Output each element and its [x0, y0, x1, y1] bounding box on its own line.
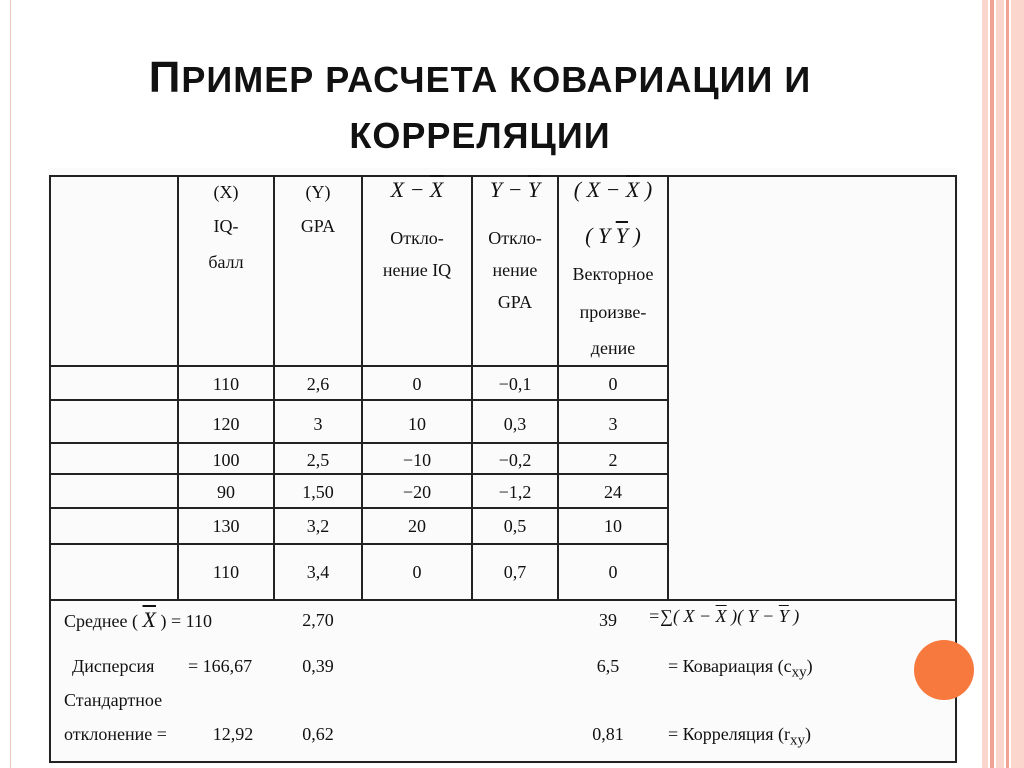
- table-row-3-dy: −0,2: [498, 450, 532, 470]
- table-row-4-y: 1,50: [302, 482, 334, 502]
- table-row-1-x: 110: [212, 374, 240, 394]
- sd-label-2: отклонение =: [64, 724, 167, 744]
- dx-label-1: Откло-: [390, 228, 444, 248]
- covariance-value: 6,5: [596, 656, 620, 676]
- table-row-5-y: 3,2: [306, 516, 330, 536]
- slide-title: ПРИМЕР РАСЧЕТА КОВАРИАЦИИ И КОРРЕЛЯЦИИ: [148, 53, 812, 156]
- dy-formula: $Y - \overline{Y}$: [489, 177, 541, 202]
- sd-label-1: Стандартное: [64, 690, 163, 710]
- table-row-5-prod: 10: [604, 516, 622, 536]
- table-row-3-x: 100: [212, 450, 240, 470]
- x-col-code: (X): [213, 182, 239, 202]
- table-row-6-y: 3,4: [306, 562, 330, 582]
- dx-label-2: нение IQ: [382, 260, 452, 280]
- sd-y: 0,62: [302, 724, 334, 744]
- sum-value: 39: [599, 610, 617, 630]
- table-row-5-dx: 20: [408, 516, 426, 536]
- sum-formula: =∑( $X - \overline{X}$ )( $Y - \overline{Y}$ ): [648, 606, 800, 626]
- table-row-3-prod: 2: [608, 450, 618, 470]
- dy-label-2: нение: [492, 260, 538, 280]
- prod-label-3: дение: [590, 338, 636, 358]
- variance-label: Дисперсия: [72, 656, 155, 676]
- variance-y: 0,39: [302, 656, 334, 676]
- dx-formula: $X - \overline{X}$: [390, 177, 444, 202]
- scanned-table-image: [48, 168, 958, 764]
- table-row-2-dy: 0,3: [503, 414, 527, 434]
- table-row-6-dy: 0,7: [503, 562, 527, 582]
- dy-label-3: GPA: [497, 292, 533, 312]
- table-row-6-dx: 0: [412, 562, 422, 582]
- x-col-name-2: балл: [208, 252, 244, 272]
- table-row-1-dy: −0,1: [498, 374, 532, 394]
- table-row-3-dx: −10: [402, 450, 432, 470]
- table-row-6-prod: 0: [608, 562, 618, 582]
- correlation-label: = Корреляция $(r_{xy})$: [668, 724, 812, 749]
- table-row-4-dx: −20: [402, 482, 432, 502]
- table-row-1-prod: 0: [608, 374, 618, 394]
- table-row-5-dy: 0,5: [503, 516, 527, 536]
- dy-label-1: Откло-: [488, 228, 542, 248]
- prod-formula-2: ( Y $\overline{Y}$ ): [585, 223, 641, 248]
- table-row-1-y: 2,6: [306, 374, 330, 394]
- y-col-name: GPA: [300, 216, 336, 236]
- table-row-4-x: 90: [217, 482, 235, 502]
- sd-x: 12,92: [212, 724, 254, 744]
- table-row-6-x: 110: [212, 562, 240, 582]
- mean-row: Среднее ( $\overline{X}$ ) = 110: [64, 607, 212, 632]
- mean-y: 2,70: [302, 610, 334, 630]
- table-row-4-dy: −1,2: [498, 482, 532, 502]
- table-row-2-y: 3: [313, 414, 323, 434]
- y-col-code: (Y): [305, 182, 331, 202]
- table-row-3-y: 2,5: [306, 450, 330, 470]
- covariance-label: = Ковариация $(c_{xy})$: [668, 656, 813, 681]
- prod-formula-1: ( $X - \overline{X}$ ): [573, 177, 653, 202]
- variance-x: = 166,67: [188, 656, 253, 676]
- prod-label-2: произве-: [579, 302, 647, 322]
- correlation-value: 0,81: [592, 724, 624, 744]
- prod-label-1: Векторное: [572, 264, 654, 284]
- accent-circle: [914, 640, 974, 700]
- table-row-5-x: 130: [212, 516, 240, 536]
- table-row-2-prod: 3: [608, 414, 618, 434]
- decorative-stripes: [982, 0, 1024, 768]
- table-row-1-dx: 0: [412, 374, 422, 394]
- table-row-2-x: 120: [212, 414, 240, 434]
- x-col-name-1: IQ-: [213, 216, 239, 236]
- table-row-4-prod: 24: [604, 482, 622, 502]
- table-row-2-dx: 10: [408, 414, 426, 434]
